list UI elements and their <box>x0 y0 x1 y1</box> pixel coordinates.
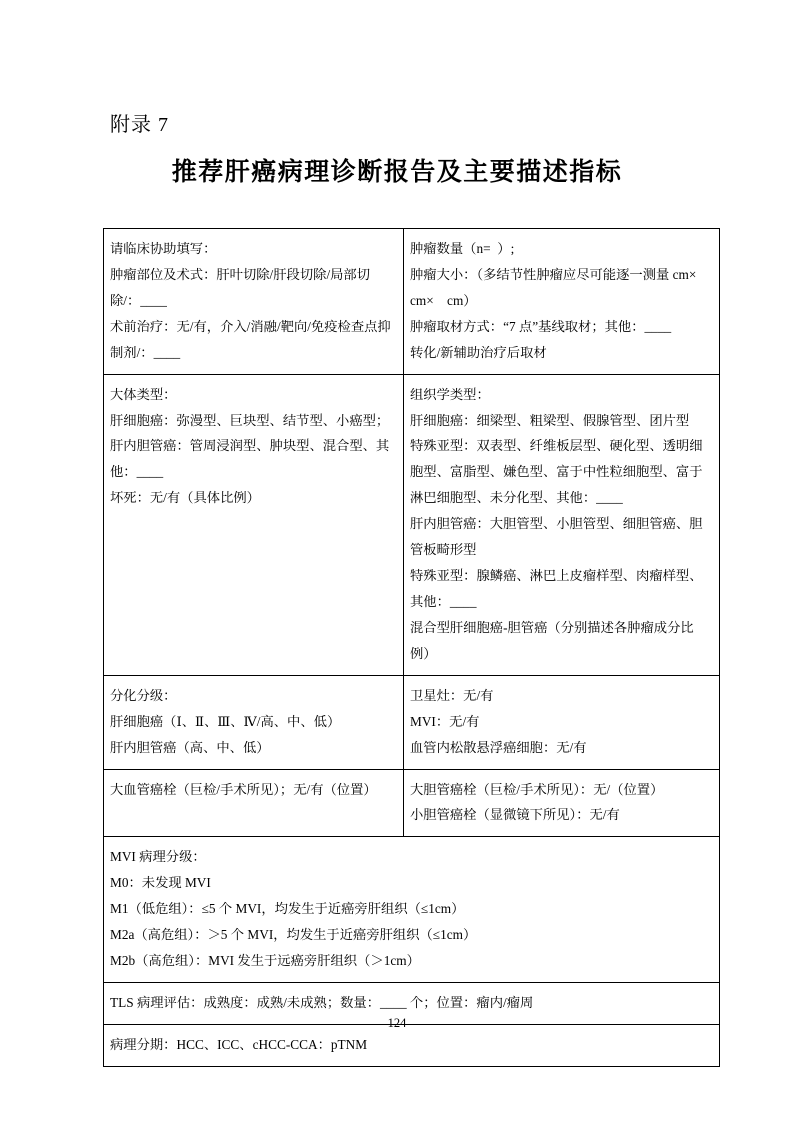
text-line: 肝细胞癌（Ⅰ、Ⅱ、Ⅲ、Ⅳ/高、中、低） <box>110 713 341 729</box>
text-line: MVI 病理分级： <box>110 849 206 865</box>
text-line: 分化分级： <box>110 687 177 703</box>
table-row <box>104 769 720 837</box>
text-line: 大体类型： <box>110 386 177 402</box>
differentiation-grade-cell <box>104 675 404 769</box>
text-line: 卫星灶：无/有 <box>410 687 494 703</box>
text-line: 肿瘤取材方式：“7 点”基线取材；其他：____ <box>410 318 672 334</box>
appendix-label: 附录 7 <box>110 114 169 136</box>
text-line: 特殊亚型：腺鳞癌、淋巴上皮瘤样型、肉瘤样型、其他：____ <box>410 568 703 609</box>
text-line: 请临床协助填写： <box>110 241 217 256</box>
text-line: 大胆管癌栓（巨检/手术所见）：无/（位置） <box>410 781 664 797</box>
text-line: M0：未发现 MVI <box>110 875 211 891</box>
text-line: 肝内胆管癌：大胆管型、小胆管型、细胆管癌、胆管板畸形型 <box>410 516 703 558</box>
text-line: 肝细胞癌：弥漫型、巨块型、结节型、小癌型； <box>110 412 390 428</box>
text-line: 转化/新辅助治疗后取材 <box>410 344 547 360</box>
gross-type-cell <box>104 374 404 675</box>
text-line: 小胆管癌栓（显微镜下所见）：无/有 <box>410 807 620 823</box>
text-line: 肿瘤数量（n= ）; <box>410 241 515 256</box>
text-line: 特殊亚型：双表型、纤维板层型、硬化型、透明细胞型、富脂型、嫌色型、富于中性粒细胞型、富于淋巴细胞型、未分化型、其他：____ <box>410 438 703 506</box>
text-line: TLS 病理评估：成熟度：成熟/未成熟；数量：____ 个；位置：瘤内/瘤周 <box>110 994 534 1010</box>
table-row <box>104 374 720 675</box>
bile-duct-thrombus-cell <box>404 769 720 837</box>
mvi-grading-cell <box>104 837 720 983</box>
text-line: 肝细胞癌：细梁型、粗梁型、假腺管型、团片型 <box>410 412 690 428</box>
table-row <box>104 675 720 769</box>
text-line: 病理分期：HCC、ICC、cHCC-CCA：pTNM <box>110 1036 368 1052</box>
text-line: MVI：无/有 <box>410 713 480 729</box>
tumor-info-cell <box>404 229 720 375</box>
clinical-info-cell <box>104 229 404 375</box>
text-line: 肝内胆管癌：管周浸润型、肿块型、混合型、其他：____ <box>110 438 390 480</box>
text-line: 肝内胆管癌（高、中、低） <box>110 739 270 755</box>
text-line: 大血管癌栓（巨检/手术所见）；无/有（位置） <box>110 781 377 797</box>
text-line: 肿瘤大小：（多结节性肿瘤应尽可能逐一测量 cm× cm× cm） <box>410 266 710 308</box>
page-title: 推荐肝癌病理诊断报告及主要描述指标 <box>171 159 623 186</box>
text-line: 混合型肝细胞癌-胆管癌（分别描述各肿瘤成分比例） <box>410 619 694 661</box>
table-row <box>104 837 720 983</box>
text-line: 术前治疗：无/有，介入/消融/靶向/免疫检查点抑制剂/：____ <box>110 318 391 360</box>
histologic-type-cell <box>404 374 720 675</box>
text-line: 肿瘤部位及术式：肝叶切除/肝段切除/局部切除/：____ <box>110 266 371 308</box>
text-line: M2b（高危组）：MVI 发生于远癌旁肝组织（＞1cm） <box>110 953 420 969</box>
pathology-report-table <box>103 228 720 1067</box>
satellite-mvi-cell <box>404 675 720 769</box>
text-line: 血管内松散悬浮癌细胞：无/有 <box>410 739 587 755</box>
text-line: 组织学类型： <box>410 386 490 402</box>
macrovascular-thrombus-cell <box>104 769 404 837</box>
text-line: 坏死：无/有（具体比例） <box>110 490 260 506</box>
text-line: M2a（高危组）：＞5 个 MVI，均发生于近癌旁肝组织（≤1cm） <box>110 927 477 943</box>
text-line: M1（低危组）：≤5 个 MVI，均发生于近癌旁肝组织（≤1cm） <box>110 901 465 917</box>
page-number: 124 <box>387 1016 407 1030</box>
table-row <box>104 229 720 375</box>
